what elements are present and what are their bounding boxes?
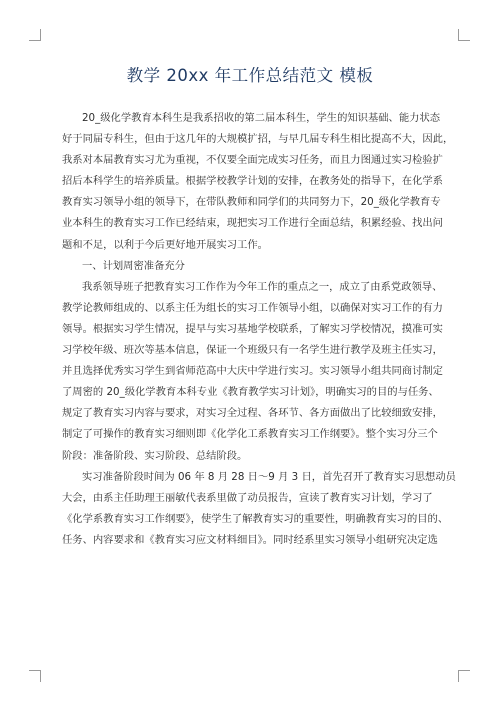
paragraph-line: 业本科生的教育实习工作已经结束，现把实习工作进行全面总结，积累经验、找出问 <box>62 217 443 230</box>
paragraph-line: 领导。根据实习学生情况，提早与实习基地学校联系，了解实习学校情况，摸准可实 <box>62 322 443 335</box>
paragraph-line: 我系领导班子把教育实习工作作为今年工作的重点之一，成立了由系党政领导、 <box>82 280 443 293</box>
paragraph-line: 阶段：准备阶段、实习阶段、总结阶段。 <box>62 449 248 462</box>
paragraph-line: 我系对本届教育实习尤为重视，不仅要全面完成实习任务，而且力图通过实习检验扩 <box>62 154 443 167</box>
paragraph-line: 题和不足，以利于今后更好地开展实习工作。 <box>62 238 268 251</box>
paragraph-line: 教学论教师组成的、以系主任为组长的实习工作领导小组，以确保对实习工作的有力 <box>62 301 443 314</box>
crop-mark-bottom-right <box>458 670 470 682</box>
crop-mark-top-right <box>458 29 470 41</box>
paragraph-line: 《化学系教育实习工作纲要》，使学生了解教育实习的重要性，明确教育实习的目的、 <box>62 512 449 525</box>
section-heading: 一、计划周密准备充分 <box>82 259 185 272</box>
paragraph-line: 20_级化学教育本科生是我系招收的第二届本科生，学生的知识基础、能力状态 <box>82 112 441 124</box>
document-title: 教学 20xx 年工作总结范文 模板 <box>126 66 374 85</box>
paragraph-line: 了周密的 20_级化学教育本科专业《教育教学实习计划》，明确实习的目的与任务、 <box>62 386 439 399</box>
paragraph-line: 实习准备阶段时间为 06 年 8 月 28 日～9 月 3 日，首先召开了教育实习思想动员 <box>82 470 456 483</box>
paragraph-line: 好于同届专科生，但由于这几年的大规模扩招，与早几届专科生相比提高不大，因此， <box>62 133 454 146</box>
paragraph-line: 制定了可操作的教育实习细则即《化学化工系教育实习工作纲要》。整个实习分三个 <box>62 428 438 441</box>
paragraph-line: 习学校年级、班次等基本信息，保证一个班级只有一名学生进行教学及班主任实习， <box>62 344 443 357</box>
paragraph-line: 招后本科学生的培养质量。根据学校教学计划的安排，在教务处的指导下，在化学系 <box>62 175 443 188</box>
paragraph-line: 任务、内容要求和《教育实习应文材料细目》。同时经系里实习领导小组研究决定选 <box>62 533 438 546</box>
crop-mark-top-left <box>29 29 41 41</box>
crop-mark-bottom-left <box>29 670 41 682</box>
paragraph-line: 规定了教育实习内容与要求，对实习全过程、各环节、各方面做出了比较细致安排， <box>62 407 443 420</box>
paragraph-line: 并且选择优秀实习学生到省师范高中大庆中学进行实习。实习领导小组共同商讨制定 <box>62 365 443 378</box>
document-body <box>62 108 456 551</box>
paragraph-line: 教育实习领导小组的领导下，在带队教师和同学们的共同努力下，20_级化学教育专 <box>62 196 441 209</box>
paragraph-line: 大会，由系主任助理王丽敏代表系里做了动员报告，宣读了教育实习计划，学习了 <box>62 491 433 504</box>
